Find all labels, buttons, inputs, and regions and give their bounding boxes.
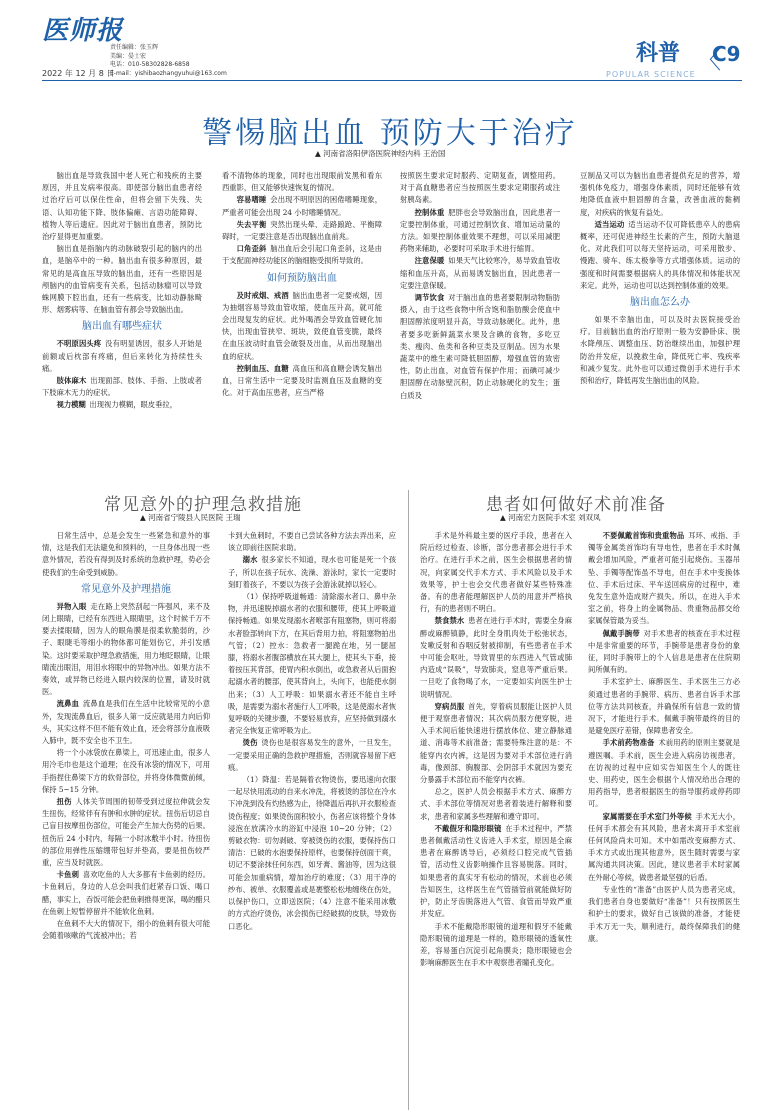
lead-in: 控制体重 bbox=[414, 207, 445, 217]
paragraph bbox=[222, 290, 382, 363]
article-title: 患者如何做好术前准备 bbox=[486, 495, 666, 515]
section-subtitle: POPULAR SCIENCE bbox=[606, 70, 696, 79]
article-column bbox=[400, 170, 560, 470]
paragraph-text: 出现视力模糊，眼皮垂拉， bbox=[85, 400, 177, 410]
paragraph-text: 高血压和高血糖会诱发脑出血，日常生活中一定要及时监测血压及血糖的变化。对于高血压患者，应当严格 bbox=[222, 363, 382, 398]
article-title: 常见意外的护理急救措施 bbox=[104, 495, 302, 515]
lead-in: 穿病员服 bbox=[434, 701, 465, 711]
paragraph-text: 对手术患者的核查在手术过程中是非常重要的环节，手腕带是患者身份的象征，同时手腕带上的个人信息是患者在住院期间所佩有的。 bbox=[588, 628, 740, 675]
lead-in: 溺水 bbox=[242, 555, 258, 565]
editor-line: 美编：晏士宏 bbox=[110, 52, 147, 60]
article-byline: ▲ 河南宏力医院手术室 刘双凤 bbox=[500, 513, 601, 522]
article-column bbox=[222, 170, 382, 470]
lead-in: 及时戒烟、戒酒 bbox=[236, 290, 289, 300]
paragraph bbox=[228, 737, 396, 774]
paragraph bbox=[42, 796, 210, 869]
paragraph bbox=[588, 811, 740, 884]
article-column bbox=[42, 170, 202, 470]
paragraph: （1）保持呼吸道畅通：清除溺水者口、鼻中杂物，并迅速脱掉溺水者的衣服和腰带，使其上呼吸道保持畅通。如果发现溺水者喉部有阻塞物，则可将溺水者脸部转向下方，在其后背用力拍，将阻塞物拍出气管；（2）控水：急救者一腿跪在地，另一腿屈膝，将溺水者腹部横放在其大腿上，使其头下垂，接着按压其背部，使胃内积水倒出，或急救者从后面抱起溺水者的腰部，使其背向上，头向下，也能使水倒出来；（3）人工呼吸：如果溺水者还不能自主呼吸，是需要为溺水者施行人工呼吸，这是使溺水者恢复呼吸的关键步骤，不要轻易放弃，应坚持做到溺水者完全恢复正常呼吸为止。 bbox=[228, 592, 396, 736]
subheading: 脑出血怎么办 bbox=[630, 297, 690, 309]
paragraph-text: 走在路上突然刮起一阵强风，来不及闭上眼睛，已经有东西进入眼睛里，这个时候千万不要去揉眼睛，因为人的眼角膜是很柔软脆弱的，沙子、眼睫毛等细小的物体都可能划伤它，并引发感染。这时要采取护理急救措施，用力地眨眼睛，让眼睛流出眼泪，用泪水将眼中的异物冲出。如果方法不奏效，或异物已经进入眼内较深的位置，请及时就医。 bbox=[42, 601, 210, 697]
lead-in: 扭伤 bbox=[56, 797, 72, 807]
lead-in: 不明原因头疼 bbox=[56, 339, 102, 349]
paragraph-text: 肥胖也会导致脑出血，因此患者一定要控制体重，可通过控制饮食、增加运动量的方法。如果控制体重效果不理想，可以采用减肥药物来辅助，必要时可采取手术进行缩胃。 bbox=[400, 207, 560, 254]
lead-in: 手术前药物准备 bbox=[602, 738, 655, 748]
paragraph-text: 首先，穿着病员服能让医护人员便于观察患者情况；其次病员服方便穿脱，进入手术间后能快速进行摆放体位、建立静脉通道、消毒等术前准备；需要特殊注意的是：不能穿内衣内裤，这是因为要对手术部位进行消毒，像颈部、胸腹部、会阴部手术就因为要充分暴露手术部位而不能穿内衣裤。 bbox=[420, 701, 572, 785]
paragraph: 手术是外科最主要的医疗手段，患者在入院后经过检查、诊断，部分患者都会进行手术治疗。在进行手术之前，医生会根据患者的情况，向家属交代手术方式、手术风险以及手术效果等，护士也会交代患者做好某些特殊准备。有的患者能理解医护人员的用意并严格执行，有的患者则不明白。 bbox=[420, 531, 572, 614]
chevron-left-icon: 〈 bbox=[697, 46, 721, 74]
paragraph: 看不清物体的现象，同时也出现眼前发黑和看东西重影，但又能够快速恢复的情况。 bbox=[222, 171, 382, 193]
paragraph bbox=[400, 207, 560, 256]
paragraph: 如果不幸脑出血，可以及时去医院接受治疗。目前脑出血的治疗原则一般为安静卧床、脱水降颅压、调整血压、防治继续出血，加强护理防治并发症，以挽救生命，降低死亡率、残疾率和减少复发。此外也可以通过微创手术进行手术预和治疗，降低再发生脑出血的风险。 bbox=[580, 315, 740, 386]
article-column bbox=[588, 530, 740, 1110]
paragraph-text: 很多家长不知道，现水也可能是死一个孩子，所以在孩子玩水、洗澡、游泳时，家长一定要时刻盯着孩子，不要以为孩子会游泳就掉以轻心。 bbox=[228, 555, 396, 589]
lead-in: 失去平衡 bbox=[236, 219, 267, 229]
lead-in: 卡鱼刺 bbox=[56, 870, 80, 880]
paragraph: 脑出血是指脑内的动脉破裂引起的脑内的出血，是脑卒中的一种。脑出血有很多种原因，最常见的是高血压导致的脑出血，还有一些原因是颅脑内的血管病变有关系，包括动脉瘤可以导致蛛网膜下腔出血，还有一些病变，比如动静脉畸形、烟雾病等、在脑血管有都会导致脑出血。 bbox=[42, 244, 202, 315]
paragraph bbox=[42, 338, 202, 375]
paragraph-text: 没有明显诱因，很多人开始是前额或后枕部有疼痛，但后来转化为持续性头痛。 bbox=[42, 339, 202, 373]
article-column bbox=[42, 530, 210, 1110]
paragraph-text: 流鼻血是我们在生活中比较常见的小意外，发现流鼻血后，很多人第一反应就是用力向后仰头，其实这样不但不能有效止血，还会将部分血液吸入肺中，既不安全也不卫生。 bbox=[42, 699, 210, 746]
lead-in: 不戴假牙和隐形眼镜 bbox=[434, 823, 502, 833]
paragraph: 专业性的“准备”由医护人员为患者完成，我们患者自身也要做好“准备”！只有按照医生和护士的要求，做好自己该做的准备，才能使手术万无一失，顺利进行，最终保障我们的健康。 bbox=[588, 884, 740, 943]
lead-in: 控制血压、血糖 bbox=[236, 363, 289, 373]
lead-in: 口角歪斜 bbox=[236, 244, 267, 254]
lead-in: 家属需要在手术室门外等候 bbox=[602, 811, 692, 821]
paragraph bbox=[222, 194, 382, 218]
editor-line: E-mail：yishibaozhangyuhui@163.com bbox=[110, 69, 227, 77]
paragraph bbox=[228, 554, 396, 591]
paragraph-text: 对于脑出血的患者要限制动物脂肪摄入，由于这些食物中所含饱和脂肪酸会使血中胆固醇浓度明显升高，导致动脉硬化。此外，患者要多吃新鲜蔬菜水果及含碘的食物，多吃豆类、瘦肉、鱼类和各种豆类及豆制品。因为水果蔬菜中的维生素可降低胆固醇，增强血管的致密性，防止出血，对血管有保护作用；而碘可减少胆固醇在动脉壁沉积，防止动脉硬化的发生；蛋白质及 bbox=[400, 293, 560, 400]
lead-in: 不要佩戴首饰和贵重物品 bbox=[602, 531, 685, 540]
paragraph: （1）降温：若是隔着衣物烫伤，要迅速向衣服一起尽快用流动的自来水冲洗，将被烫的部位在冷水下冲洗到没有灼热感为止，待降温后再扒开衣服检查烫伤程度；如果烫伤面积较小，伤者应该将整个身体浸泡在放满冷水的浴缸中浸泡 10~20 分钟；（2）剪破衣物：切勿剥破、穿被烫伤的衣服，要保持伤口清洁：已破的水泡要保持原样，也要保持创面干爽，切记不要涂抹任何东西，如牙膏、酱油等，因为这很可能会加重病情，增加治疗的难度；（3）用干净的纱布、被单、衣服覆盖或是裹整松松地缠绕在伤处，以保护伤口，立即送医院；（4）注意不能采用冰敷的方式治疗烫伤，冰会损伤已经破损的皮肤，导致伤口恶化。 bbox=[228, 775, 396, 931]
section-title: 科普 bbox=[636, 41, 681, 66]
paragraph-text: 适当运动不仅可降低患卒人的患病概率，还可促进神经生长素的产生，预防大脑退化。对此我们可以每天坚持运动，可采用散步、慢跑、骑车、练太极拳等方式增强体质。运动的强度和时间需要根据病人的具体情况和体能状况来定。此外，运动也可以达到控制体重的效果。 bbox=[580, 219, 740, 290]
article-byline: ▲ 河南省宁陵县人民医院 王瑞 bbox=[140, 513, 241, 522]
lead-in: 调节饮食 bbox=[414, 293, 445, 303]
lead-in: 适当运动 bbox=[594, 219, 625, 229]
lead-in: 肢体麻木 bbox=[56, 376, 87, 386]
paragraph bbox=[42, 375, 202, 399]
subheading: 如何预防脑出血 bbox=[267, 272, 337, 284]
lead-in: 佩戴手腕带 bbox=[602, 628, 640, 638]
paragraph-text: 突然出现头晕、走路踉跄、平衡障碍时，一定要注意是否出现脑出血前兆。 bbox=[222, 219, 382, 242]
page-number: C9 bbox=[712, 42, 741, 66]
article-title: 警惕脑出血 预防大于治疗 bbox=[202, 116, 578, 151]
paragraph-text: 耳环、戒指、手镯等金属类首饰均有导电性，患者在手术时佩戴会增加风险，严重者可能引起烧伤。玉器吊坠、手镯等配饰虽不导电，但在手术中变换体位、手术后过床、平车送回病房的过程中，难免发生意外造成财产损失。所以，在进入手术室之前，将身上的金属物品、贵重物品都交给家属保管最为妥当。 bbox=[588, 531, 740, 626]
article-column bbox=[420, 530, 572, 1110]
paragraph bbox=[420, 823, 572, 921]
paragraph bbox=[222, 363, 382, 400]
paragraph: 手术室护士、麻醉医生、手术医生三方必须通过患者的手腕带、病历、患者自诉手术部位等方法共同核查，并确保所有信息一致的情况下，才能进行手术。佩戴手腕带最终的目的是避免医疗差错，保障患者安全。 bbox=[588, 677, 740, 736]
paragraph bbox=[42, 869, 210, 918]
paragraph bbox=[222, 219, 382, 243]
lead-in: 异物入眼 bbox=[56, 601, 87, 611]
paragraph: 将一个小冰袋放在鼻梁上，可迅速止血，很多人用冷毛巾也是这个道理；在没有冰袋的情况下，可用手指捏住鼻梁下方的软骨部位，并将身体微微前倾，保持 5~15 分钟。 bbox=[42, 748, 210, 794]
paragraph bbox=[222, 243, 382, 267]
header-rule bbox=[42, 80, 742, 81]
paragraph-text: 出现面部、肢体、手指、上肢或者下肢麻木无力的症状。 bbox=[42, 376, 202, 398]
paragraph bbox=[588, 530, 740, 628]
lead-in: 视力模糊 bbox=[56, 400, 86, 410]
paragraph: 在鱼刺不大大的情况下，细小的鱼刺有很大可能会随着咳嗽的气流被冲出；若 bbox=[42, 919, 210, 941]
paragraph: 日常生活中，总是会发生一些紧急和意外的事情，这是我们无法避免和预料的，一旦身体出现一些意外情况，若没有得到及时系统的急救护理，势必会使我们的生命受到威胁。 bbox=[42, 531, 210, 577]
paragraph bbox=[420, 701, 572, 786]
paragraph: 手术不能戴隐形眼镜的道理和假牙不能戴隐形眼镜的道理是一样的，隐形眼镜的透氧性差，容易蛋白沉淀引起角膜炎；隐形眼镜也会影响麻醉医生在手术中观察患者瞳孔变化。 bbox=[420, 921, 572, 968]
paragraph bbox=[400, 292, 560, 402]
paragraph-text: 人体关节周围的韧带受到过度拉伸就会发生扭伤，经常伴有有肿和水肿的症状。扭伤后切忌自己盲目按摩扭伤部位，可能会产生加大伤势的后果。扭伤后 24 小时内，每隔一小时冰敷半小时。待扭伤的部位用弹性压缩绷带包好并垫高，要是扭伤较严重，应当及时就医。 bbox=[42, 797, 210, 868]
paragraph bbox=[420, 615, 572, 700]
paragraph-text: 烫伤也是很容易发生的意外，一旦发生，一定要采用正确的急救护理措施，否则就容易留下疤痕。 bbox=[228, 738, 396, 772]
paragraph bbox=[580, 219, 740, 292]
paragraph bbox=[400, 255, 560, 292]
editor-info bbox=[110, 44, 227, 78]
paragraph-text: 如果天气比较寒冷，易导致血管收缩和血压升高，从而易诱发脑出血，因此患者一定要注意保暖。 bbox=[400, 256, 560, 290]
paragraph: 总之，医护人员会根据手术方式、麻醉方式、手术部位等情况对患者着装进行解释和要求，患者和家属多些理解和遵守即可。 bbox=[420, 787, 572, 821]
masthead bbox=[0, 0, 780, 92]
subheading: 常见意外及护理措施 bbox=[81, 583, 171, 595]
paragraph bbox=[42, 399, 202, 411]
paragraph-text: 患者在进行手术时，需要全身麻醉或麻醉镇静，此时全身肌肉处于松弛状态，发嗽反射和吞咽反射被抑制，有些患者在手术中可能会呕吐，导致胃里的东西进入气管或肺内造成“误吸”，导致肺炎，窒息等严重后果。一旦吃了食物喝了水，一定要如实向医生护士说明情况。 bbox=[420, 616, 572, 699]
paragraph: 按照医生要求定时服药、定期复查，调整用药。对于高血糖患者应当按照医生要求定期服药或注射胰岛素。 bbox=[400, 171, 560, 205]
paragraph-text: 在手术过程中，严禁患者佩戴活动性义齿进入手术室，原因是全麻患者在麻醉诱导后，必须经口腔完成气管插管，活动性义齿影响操作且容易脱落。同时，如果患者的真实牙有松动的情况，术前也必须告知医生，这样医生在气管插管前就能做好防护，防止牙齿脱落进入气管、食管而导致严重并发症。 bbox=[420, 823, 572, 919]
paragraph-text: 脑出血患者一定要戒烟，因为抽烟容易导致血管收缩，使血压升高，就可能会出现复发的症状。此外喝酒会导致血管硬化加快，出现血管狭窄、斑块，致使血管变脆，最终在血压波动时血管会破裂及出血，从而出现脑出血的症状。 bbox=[222, 290, 382, 361]
paragraph bbox=[588, 628, 740, 677]
subheading: 脑出血有哪些症状 bbox=[82, 321, 162, 333]
paragraph-text: 喜欢吃鱼的人大多都有卡鱼刺的经历。卡鱼刺后，身边的人总会叫我们赶紧吞口饭、喝口醋，事实上，吞饭可能会把鱼刺推得更深，喝的醋只在鱼刺上短暂停留并不能软化鱼刺。 bbox=[42, 870, 210, 916]
paragraph: 卡到大鱼刺时，不要自己尝试各种方法去弄出来，应该立即前往医院求助。 bbox=[228, 531, 396, 553]
lead-in: 烫伤 bbox=[242, 738, 258, 748]
lead-in: 流鼻血 bbox=[56, 699, 80, 709]
column-divider bbox=[408, 490, 409, 1110]
paragraph-text: 脑出血后会引起口角歪斜，这是由于支配面神经功能区的脑细胞受损所导致的。 bbox=[222, 244, 382, 266]
article-byline: ▲ 河南省洛阳伊洛医院神经内科 王治国 bbox=[315, 149, 446, 158]
editor-line: 电话：010-58302828-6858 bbox=[110, 61, 190, 68]
paragraph bbox=[588, 737, 740, 810]
newspaper-logo: 医师报 bbox=[42, 16, 124, 46]
article-column bbox=[580, 170, 740, 470]
issue-date: 2022 年 12 月 8 日 bbox=[42, 69, 115, 78]
paragraph bbox=[42, 601, 210, 699]
paragraph-text: 手术无大小，任何手术都会有其风险，患者未离开手术室前任何风险尚未可知。术中如需改变麻醉方式、手术方式或出现其他意外，医生随时需要与家属沟通共同决策。因此，建议患者手术时家属在外耐心等候，做患者最坚强的后盾。 bbox=[588, 811, 740, 882]
editor-line: 责任编辑：张玉辉 bbox=[110, 44, 159, 51]
paragraph: 脑出血是导致我国中老人死亡和残疾的主要原因，并且发病率很高。即使部分脑出血患者经过治疗后可以保住性命，但将会留下失残、失语、认知功能下降、肢体偏瘫、言语功能障碍、植物人等后遗症。因此对于脑出血患者，预防比治疗显得更加重要。 bbox=[42, 171, 202, 242]
lead-in: 禁食禁水 bbox=[434, 616, 465, 626]
lead-in: 容易嗜睡 bbox=[236, 195, 267, 205]
paragraph bbox=[42, 698, 210, 747]
article-column bbox=[228, 530, 396, 1110]
paragraph-text: 会出现不明原因的困倦嗜睡现象，严重者可能会出现 24 小时嗜睡情况。 bbox=[222, 195, 382, 217]
paragraph-text: 术前用药的原则主要就是遵医嘱。手术前，医生会进入病房访视患者，在访视的过程中应如实告知医生个人的既往史、用药史，医生会根据个人情况给出合理的用药指导，患者根据医生的指导服药或停药即可。 bbox=[588, 738, 740, 809]
lead-in: 注意保暖 bbox=[414, 256, 445, 266]
paragraph: 豆制品又可以为脑出血患者提供充足的营养，增强机体免疫力，增强身体素质，同时还能够有效地降低血液中胆固醇的含量，改善血液的黏稠度，对疾病的恢复有益处。 bbox=[580, 171, 740, 217]
